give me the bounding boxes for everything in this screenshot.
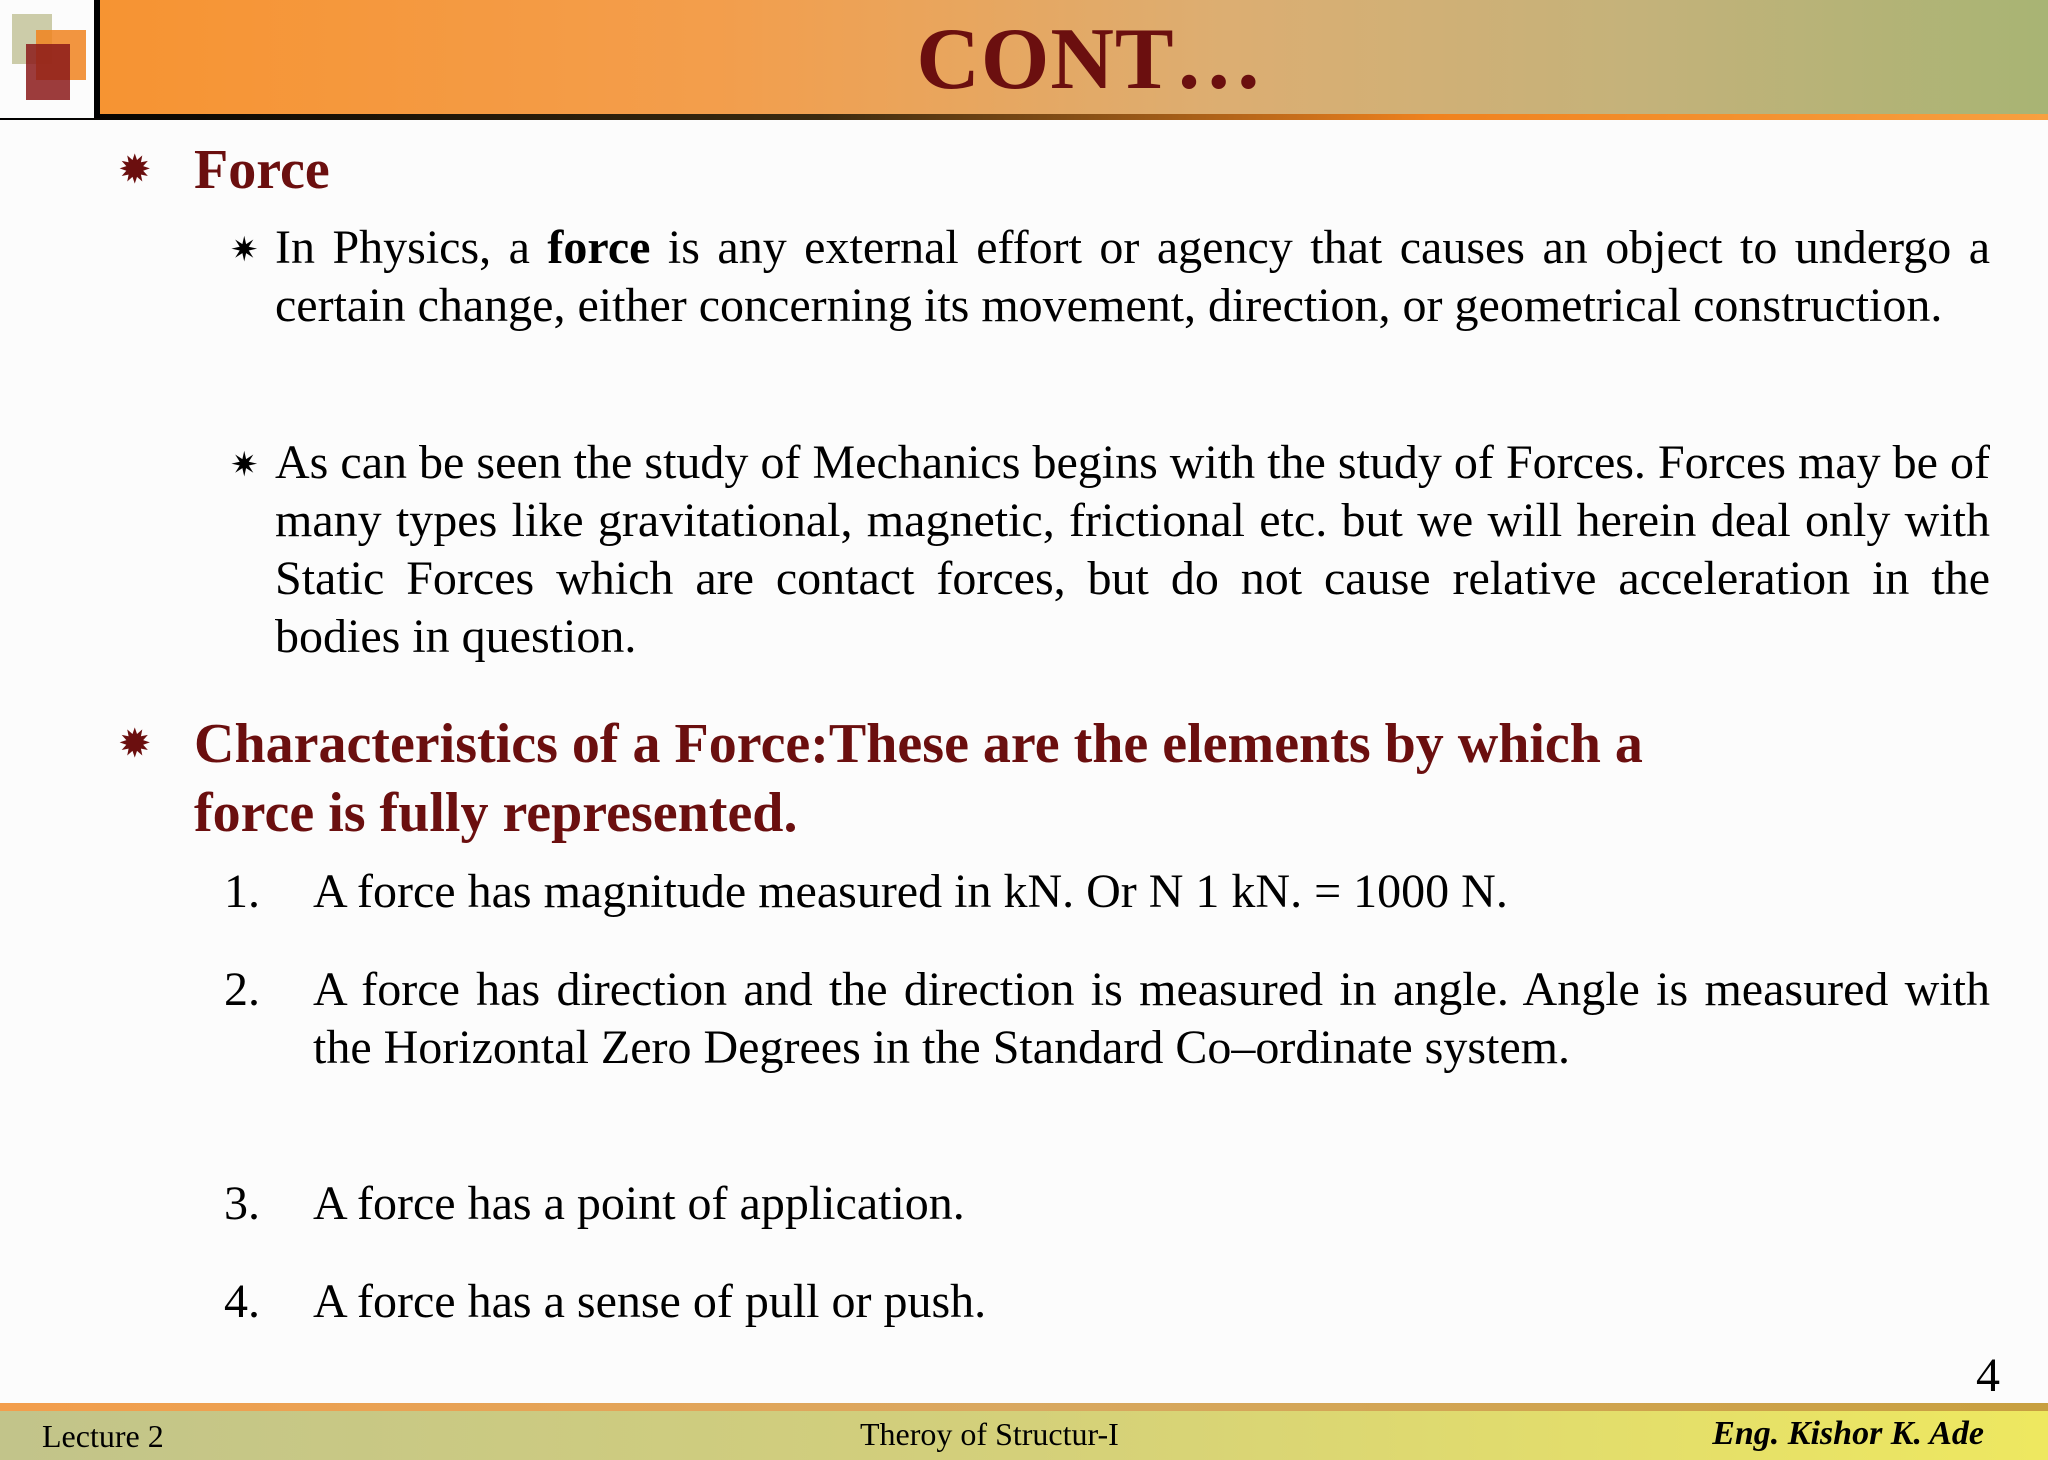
list-number: 4. (224, 1275, 260, 1328)
footer-divider (0, 1403, 2048, 1411)
list-item: A force has magnitude measured in kN. Or N 1 kN. = 1000 N. (313, 865, 1508, 918)
list-item: A force has direction and the direction is measured in angle. Angle is measured with the Horizontal Zero Degrees in the Standard Co–ordinate system. (313, 963, 1990, 1074)
mechanics-paragraph: As can be seen the study of Mechanics begins with the study of Forces. Forces may be of many types like gravitational, magnetic, frictional etc. but we will herein deal only with Static Forces which are contact forces, but do not cause relative acceleration in the bodies in question. (275, 436, 1990, 663)
list-number: 2. (224, 963, 260, 1016)
footer-lecture: Lecture 2 (42, 1418, 164, 1454)
footer-course-title: Theroy of Structur-I (860, 1416, 1119, 1452)
list-item: A force has a point of application. (313, 1177, 965, 1230)
paragraph-text: In Physics, a (275, 221, 548, 274)
section-bullet-icon: ✹ (118, 147, 152, 192)
section-heading-characteristics-line1: Characteristics of a Force:These are the elements by which a (194, 713, 1643, 775)
footer-author: Eng. Kishor K. Ade (1712, 1415, 1984, 1452)
force-definition-paragraph (275, 219, 1990, 335)
paragraph-text: is any external effort or agency that causes an object to undergo a certain change, either concerning its movement, direction, or geometrical construction. (275, 221, 1990, 332)
bold-term-force: force (547, 221, 651, 274)
list-number: 3. (224, 1177, 260, 1230)
section-heading-force: Force (194, 139, 330, 201)
section-bullet-icon: ✹ (118, 721, 152, 766)
header-divider (0, 114, 2048, 120)
sub-bullet-icon: ✷ (230, 447, 259, 484)
slide-title: CONT… (916, 11, 1264, 108)
sub-bullet-icon: ✷ (230, 232, 259, 269)
section-heading-characteristics-line2: force is fully represented. (194, 782, 798, 844)
page-number: 4 (1976, 1349, 2000, 1402)
list-number: 1. (224, 865, 260, 918)
list-item: A force has a sense of pull or push. (313, 1275, 987, 1328)
